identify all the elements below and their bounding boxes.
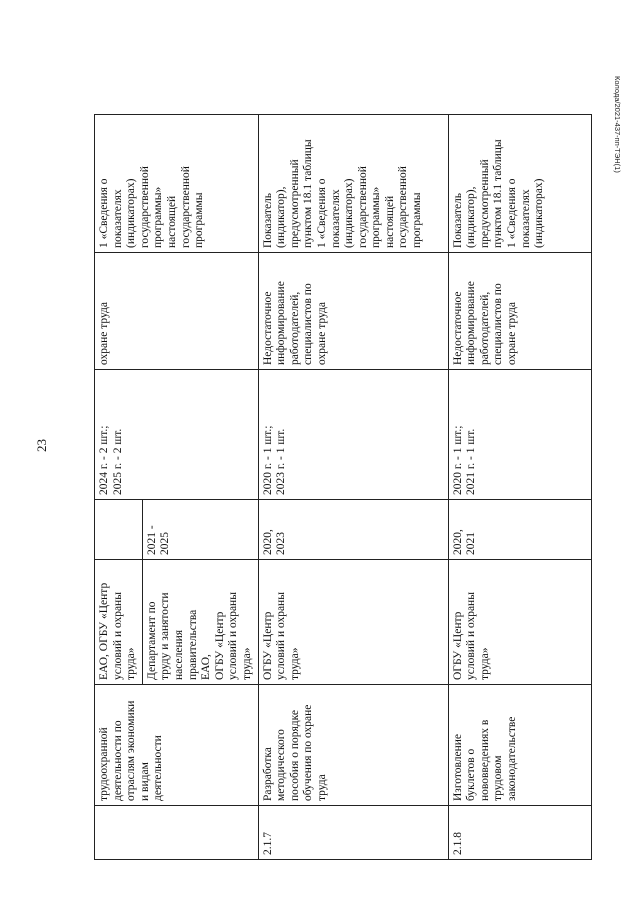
cell-executor: Департамент по труду и занятости населения правительства ЕАО, ОГБУ «Центр условий и охраны труда» (142, 560, 258, 685)
program-table (94, 115, 581, 860)
cell-problem: охране труда (95, 253, 259, 370)
cell-event-name: Изготовление буклетов о нововведениях в трудовом законодательстве (448, 685, 591, 806)
cell-years: 2020, 2023 (258, 500, 448, 560)
cell-number (95, 806, 259, 860)
cell-quantity: 2024 г. - 2 шт.; 2025 г. - 2 шт. (95, 370, 259, 500)
table-row (448, 115, 591, 860)
cell-years (95, 500, 143, 560)
cell-executor: ОГБУ «Центр условий и охраны труда» (258, 560, 448, 685)
cell-indicator: Показатель (индикатор), предусмотренный пунктом 18.1 таблицы 1 «Сведения о показателях (индикаторах) (448, 115, 591, 253)
table-row (258, 115, 448, 860)
cell-executor: ОГБУ «Центр условий и охраны труда» (448, 560, 591, 685)
cell-problem: Недостаточное информирование работодателей, специалистов по охране труда (448, 253, 591, 370)
cell-executor: ЕАО, ОГБУ «Центр условий и охраны труда» (95, 560, 143, 685)
cell-number: 2.1.8 (448, 806, 591, 860)
cell-indicator: Показатель (индикатор), предусмотренный пунктом 18.1 таблицы 1 «Сведения о показателях (индикаторах) государственной программы» настоящей государственной программы (258, 115, 448, 253)
document-code: Колода/2021-437-пп-ТЭН(1) (613, 76, 622, 173)
cell-years: 2021 - 2025 (142, 500, 258, 560)
page-number: 23 (34, 439, 49, 452)
cell-quantity: 2020 г. - 1 шт.; 2021 г. - 1 шт. (448, 370, 591, 500)
cell-number: 2.1.7 (258, 806, 448, 860)
cell-problem: Недостаточное информирование работодателей, специалистов по охране труда (258, 253, 448, 370)
cell-quantity: 2020 г. - 1 шт.; 2023 г. - 1 шт. (258, 370, 448, 500)
cell-indicator: 1 «Сведения о показателях (индикаторах) государственной программы» настоящей государственной программы (95, 115, 259, 253)
cell-event-name: Разработка методического пособия о порядке обучения по охране труда (258, 685, 448, 806)
table-row (95, 115, 143, 860)
cell-event-name: трудоохранной деятельности по отраслям экономики и видам деятельности (95, 685, 259, 806)
cell-years: 2020, 2021 (448, 500, 591, 560)
